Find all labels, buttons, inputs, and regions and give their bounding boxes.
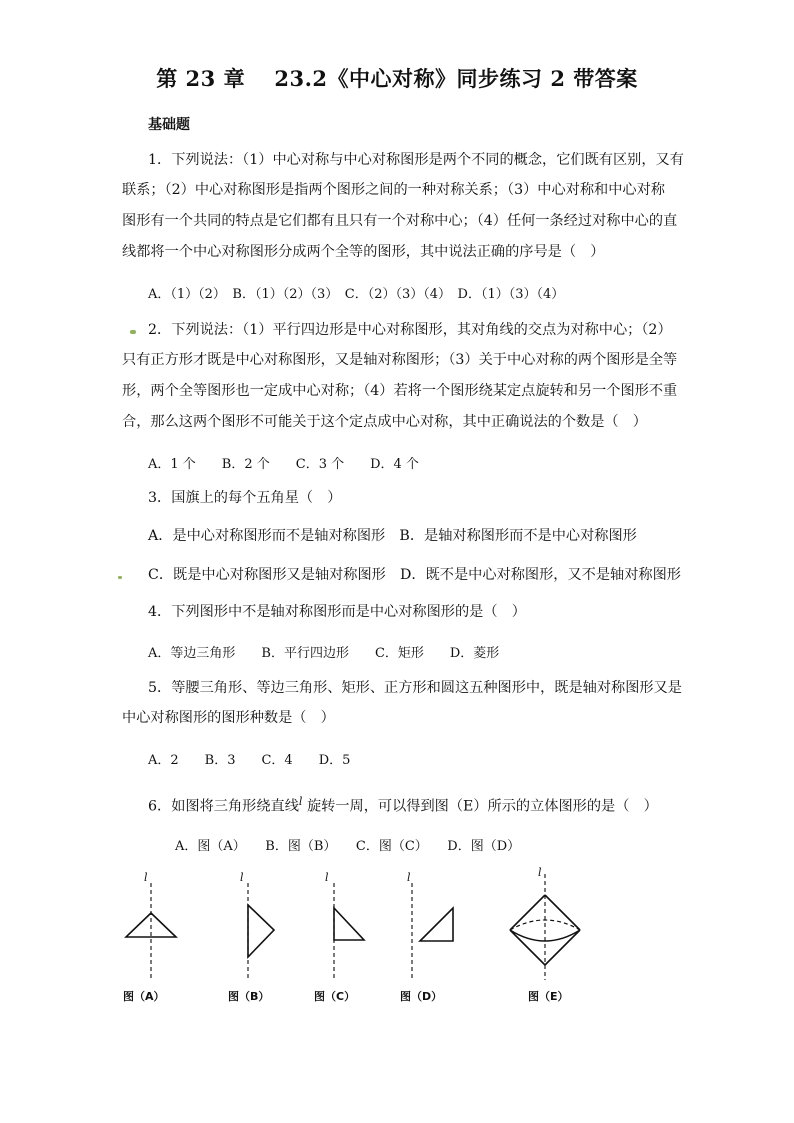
page-title: 第 23 章 23.2《中心对称》同步练习 2 带答案 (156, 66, 638, 91)
q2-line-3: 形，两个全等图形也一定成中心对称；（4）若将一个图形绕某定点旋转和另一个图形不重 (122, 383, 678, 399)
q4-stem: 4．下列图形中不是轴对称图形而是中心对称图形的是（ ） (148, 604, 526, 620)
figure-a-triangle (118, 875, 188, 985)
q1-line-2: 联系；（2）中心对称图形是指两个图形之间的一种对称关系；（3）中心对称和中心对称 (122, 182, 665, 198)
q6-stem-before: 6．如图将三角形绕直线 (148, 798, 299, 815)
figure-c-axis-label: l (325, 871, 329, 884)
figure-b-triangle (228, 875, 288, 985)
figure-b-label: 图（B） (228, 990, 270, 1003)
q2-line-1: 2．下列说法：（1）平行四边形是中心对称图形，其对角线的交点为对称中心；（2） (148, 322, 672, 338)
q1-line-4: 线都将一个中心对称图形分成两个全等的图形，其中说法正确的序号是（ ） (122, 244, 605, 260)
figure-d-label: 图（D） (400, 990, 443, 1003)
q3-options-ab: A．是中心对称图形而不是轴对称图形 B．是轴对称图形而不是中心对称图形 (148, 528, 637, 544)
q2-line-4: 合，那么这两个图形不可能关于这个定点成中心对称，其中正确说法的个数是（ ） (122, 414, 647, 430)
section-heading: 基础题 (148, 117, 190, 133)
q6-stem (148, 787, 658, 822)
figure-d-triangle (398, 875, 468, 985)
figure-e-axis-label: l (538, 866, 542, 879)
q5-line-1: 5．等腰三角形、等边三角形、矩形、正方形和圆这五种图形中，既是轴对称图形又是 (148, 680, 682, 696)
q6-options: A．图（A） B．图（B） C．图（C） D．图（D） (175, 839, 521, 854)
figure-a-axis-label: l (144, 871, 148, 884)
figure-c-triangle (314, 875, 374, 985)
figure-e-double-cone (500, 870, 600, 985)
q1-line-3: 图形有一个共同的特点是它们都有且只有一个对称中心；（4）任何一条经过对称中心的直 (122, 213, 678, 229)
figure-c-label: 图（C） (314, 990, 356, 1003)
q1-line-1: 1．下列说法：（1）中心对称与中心对称图形是两个不同的概念，它们既有区别，又有 (148, 152, 684, 168)
q2-line-2: 只有正方形才既是中心对称图形，又是轴对称图形；（3）关于中心对称的两个图形是全等 (122, 352, 678, 368)
q5-options: A．2 B．3 C．4 D．5 (148, 753, 351, 768)
q6-axis-variable: l (298, 795, 303, 808)
q4-options: A．等边三角形 B．平行四边形 C．矩形 D．菱形 (148, 646, 500, 661)
q1-options: A．（1）（2） B．（1）（2）（3） C．（2）（3）（4） D．（1）（3）（4） (148, 287, 565, 302)
decorative-mark (130, 330, 136, 334)
q3-options-cd: C．既是中心对称图形又是轴对称图形 D．既不是中心对称图形，又不是轴对称图形 (148, 567, 681, 583)
decorative-mark (118, 576, 122, 579)
q5-line-2: 中心对称图形的图形种数是（ ） (122, 710, 335, 726)
q3-stem: 3．国旗上的每个五角星（ ） (148, 490, 342, 506)
figure-d-axis-label: l (407, 871, 411, 884)
figure-b-axis-label: l (240, 871, 244, 884)
q6-stem-after: 旋转一周，可以得到图（E）所示的立体图形的是（ ） (302, 798, 658, 815)
figure-e-label: 图（E） (528, 990, 569, 1003)
figure-a-label: 图（A） (123, 990, 165, 1003)
q2-options: A．1 个 B．2 个 C．3 个 D．4 个 (148, 457, 419, 472)
